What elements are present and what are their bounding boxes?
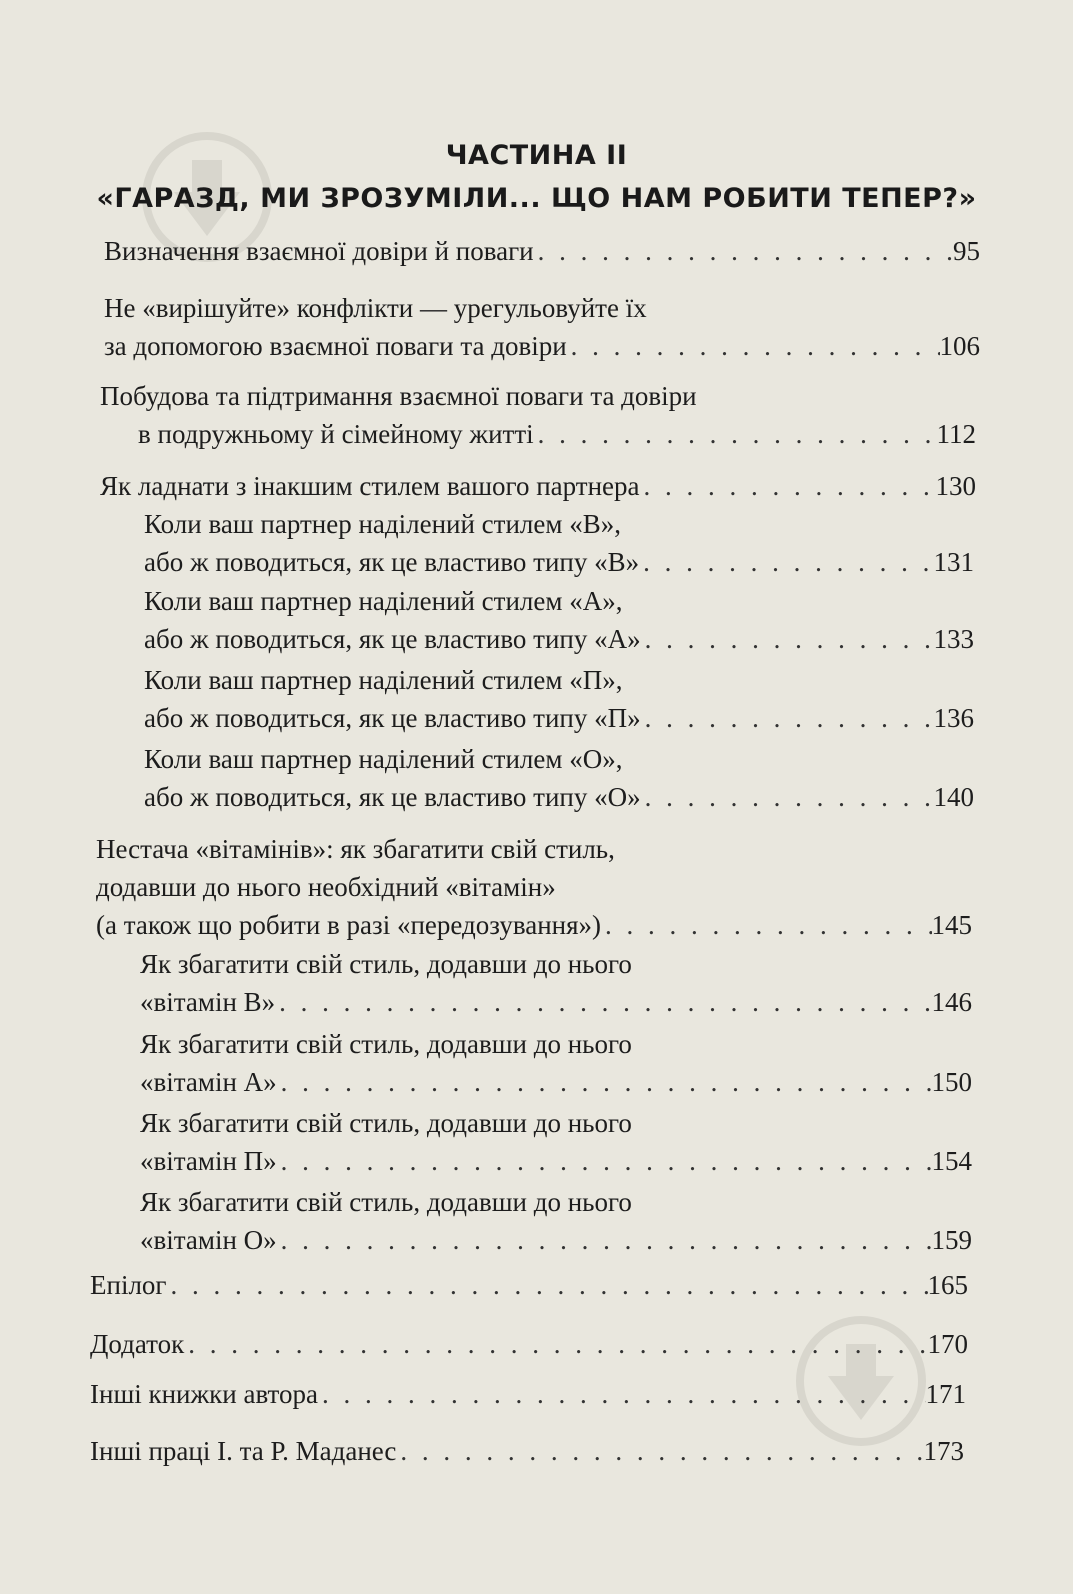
entry-title: «вітамін П»	[140, 1146, 277, 1176]
leader-dots	[567, 327, 940, 365]
entry-title: Як збагатити свій стиль, додавши до нього	[140, 949, 632, 979]
entry-title: «вітамін В»	[140, 987, 276, 1017]
leader-dots	[277, 1142, 932, 1180]
entry-title: Нестача «вітамінів»: як збагатити свій стиль,	[96, 834, 615, 864]
toc-entry[interactable]	[96, 830, 972, 944]
page-number: 112	[936, 419, 976, 449]
leader-dots	[641, 699, 934, 737]
leader-dots	[277, 1063, 932, 1101]
entry-title: Інші книжки автора	[90, 1379, 318, 1409]
toc-entry[interactable]	[90, 1432, 964, 1470]
entry-title: Коли ваш партнер наділений стилем «П»,	[144, 665, 623, 695]
part-title: «ГАРАЗД, МИ ЗРОЗУМІЛИ... ЩО НАМ РОБИТИ ТЕПЕР?»	[96, 183, 977, 214]
entry-title: додавши до нього необхідний «вітамін»	[96, 872, 556, 902]
entry-title: Інші праці І. та Р. Маданес	[90, 1436, 397, 1466]
part-heading: ЧАСТИНА II	[445, 140, 628, 171]
leader-dots	[277, 1221, 932, 1259]
page-number: 150	[931, 1067, 972, 1097]
leader-dots	[534, 232, 953, 270]
toc-subentry[interactable]	[140, 1025, 972, 1101]
toc-entry[interactable]	[100, 467, 976, 505]
leader-dots	[396, 1432, 923, 1470]
entry-title: Коли ваш партнер наділений стилем «В»,	[144, 509, 621, 539]
leader-dots	[641, 620, 934, 658]
page-number: 159	[931, 1225, 972, 1255]
toc-subentry[interactable]	[144, 740, 974, 816]
leader-dots	[318, 1375, 926, 1413]
entry-title: за допомогою взаємної поваги та довіри	[104, 331, 567, 361]
entry-title: «вітамін О»	[140, 1225, 277, 1255]
toc-entry[interactable]	[104, 232, 980, 270]
entry-title: Епілог	[90, 1270, 167, 1300]
page-number: 146	[931, 987, 972, 1017]
page-number: 131	[933, 547, 974, 577]
toc-subentry[interactable]	[140, 1183, 972, 1259]
page-number: 165	[927, 1270, 968, 1300]
entry-title: Як ладнати з інакшим стилем вашого партнера	[100, 471, 640, 501]
entry-title: Коли ваш партнер наділений стилем «А»,	[144, 586, 623, 616]
entry-title: Як збагатити свій стиль, додавши до нього	[140, 1187, 632, 1217]
entry-title: Додаток	[90, 1329, 185, 1359]
leader-dots	[601, 906, 931, 944]
entry-title: Не «вирішуйте» конфлікти — урегульовуйте їх	[104, 293, 647, 323]
page-number: 173	[923, 1436, 964, 1466]
page-number: 106	[939, 331, 980, 361]
leader-dots	[641, 778, 934, 816]
toc-subentry[interactable]	[140, 945, 972, 1021]
entry-title: Визначення взаємної довіри й поваги	[104, 236, 534, 266]
toc-entry[interactable]	[100, 377, 976, 453]
entry-title: Побудова та підтримання взаємної поваги та довіри	[100, 381, 697, 411]
entry-title: в подружньому й сімейному житті	[138, 419, 534, 449]
leader-dots	[167, 1266, 928, 1304]
page-number: 95	[953, 236, 980, 266]
entry-title: Як збагатити свій стиль, додавши до нього	[140, 1029, 632, 1059]
leader-dots	[639, 543, 933, 581]
leader-dots	[534, 415, 937, 453]
page-number: 171	[925, 1379, 966, 1409]
page-number: 154	[931, 1146, 972, 1176]
page-number: 136	[933, 703, 974, 733]
toc-subentry[interactable]	[140, 1104, 972, 1180]
entry-title: або ж поводиться, як це властиво типу «П»	[144, 703, 641, 733]
entry-title: або ж поводиться, як це властиво типу «О»	[144, 782, 641, 812]
page-number: 130	[935, 471, 976, 501]
toc-subentry[interactable]	[144, 505, 974, 581]
page-number: 170	[927, 1329, 968, 1359]
entry-title: або ж поводиться, як це властиво типу «А»	[144, 624, 641, 654]
toc-entry[interactable]	[90, 1375, 966, 1413]
toc-subentry[interactable]	[144, 582, 974, 658]
page-number: 145	[931, 910, 972, 940]
leader-dots	[275, 983, 931, 1021]
page-number: 140	[933, 782, 974, 812]
entry-title: (а також що робити в разі «передозування»)	[96, 910, 602, 940]
entry-title: Коли ваш партнер наділений стилем «О»,	[144, 744, 623, 774]
entry-title: Як збагатити свій стиль, додавши до нього	[140, 1108, 632, 1138]
toc-entry[interactable]	[90, 1266, 968, 1304]
toc-entry[interactable]	[104, 289, 980, 365]
leader-dots	[184, 1325, 927, 1363]
entry-title: «вітамін А»	[140, 1067, 277, 1097]
leader-dots	[640, 467, 936, 505]
toc-subentry[interactable]	[144, 661, 974, 737]
page-number: 133	[933, 624, 974, 654]
entry-title: або ж поводиться, як це властиво типу «В»	[144, 547, 640, 577]
toc-entry[interactable]	[90, 1325, 968, 1363]
